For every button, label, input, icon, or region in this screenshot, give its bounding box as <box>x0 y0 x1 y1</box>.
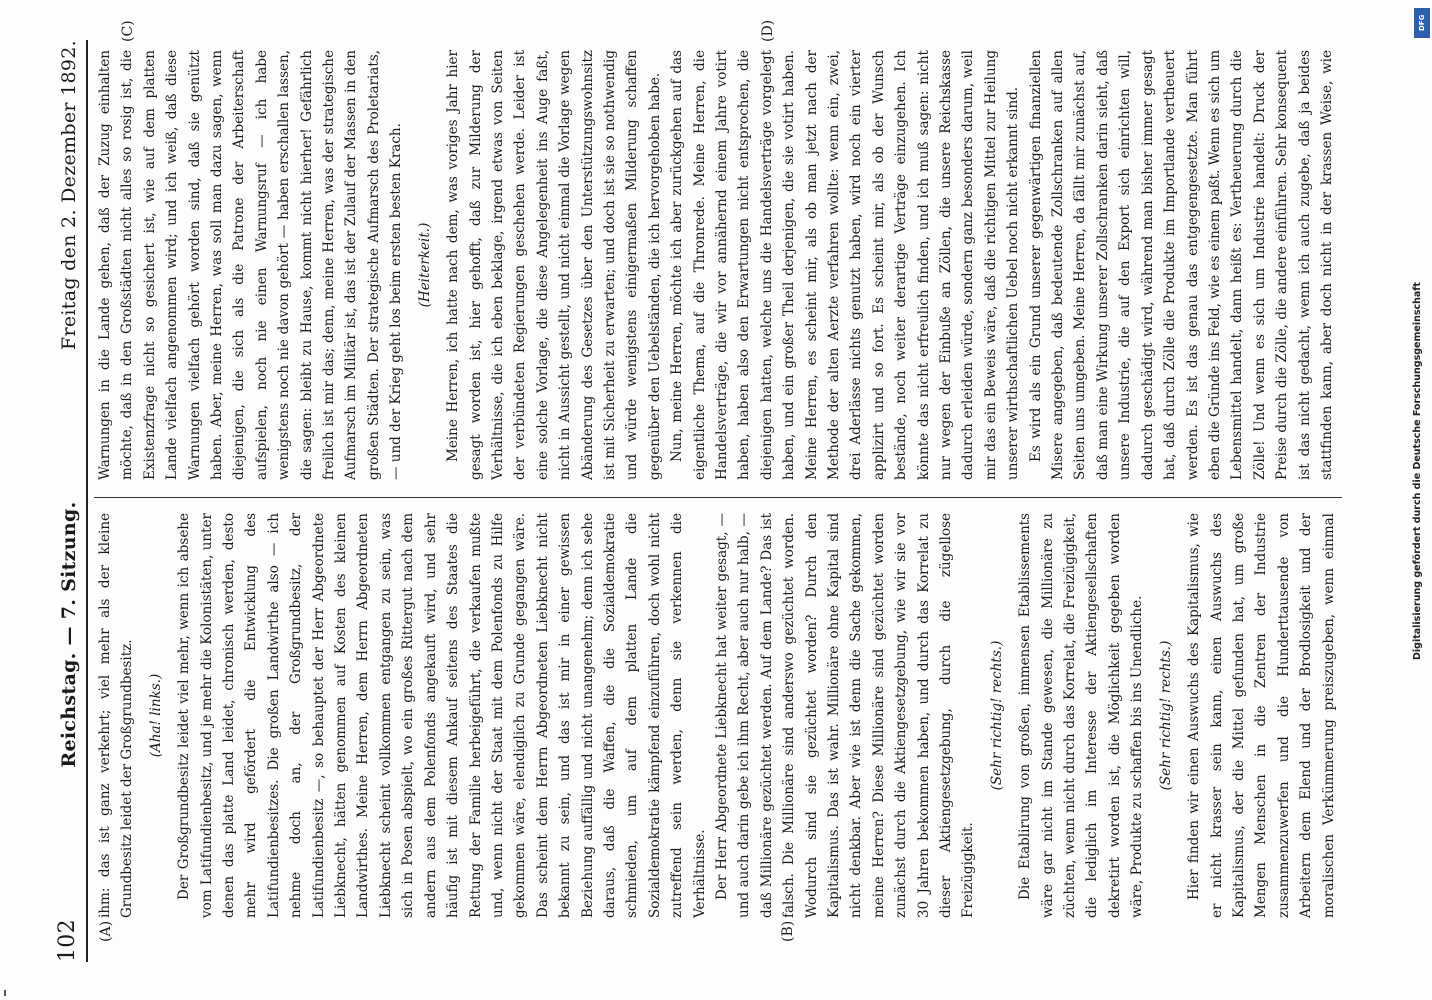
paragraph: Der Großgrundbesitz leidet viel mehr, wenn ich absehe vom Latifundienbesitz, und je mehr die Kolonistäten, unter denen das platte Land leidet, chronisch werden, desto mehr wird gefördert die Entwicklung des Latifundienbesitzes. Die großen Landwirthe also — ich nehme doch an, der Großgrundbesitz, der Latifundienbesitz —, so behauptet der Herr Abgeordnete Liebknecht, hätten genommen auf Kosten des kleinen Landwirthes. Meine Herren, dem Herrn Abgeordneten Liebknecht scheint vollkommen entgangen zu sein, was sich in Posen abspielt, wo ein großes Rittergut nach dem andern aus dem Polenfonds angekauft wird, und sehr häufig ist mit diesem Ankauf seitens des Staates die Rettung der Familie herbeigeführt, die verkaufen mußte und, wenn nicht der Staat mit dem Polenfonds zu Hilfe gekommen wäre, elendiglich zu Grunde gegangen wäre. Das scheint dem Herrn Abgeordneten Liebknecht nicht bekannt zu sein, und das ist mir in einer gewissen Beziehung auffällig und nicht unangenehm; denn ich sehe daraus, daß die Waffen, die die Sozialdemokratie schmieden, um auf dem platten Lande die Sozialdemokratie kämpfend einzuführen, doch wohl nicht zutreffend sein werden, denn sie verkennen die Verhältnisse. <box>176 513 708 918</box>
scan-artifact <box>4 990 6 996</box>
paragraph: Es wird als ein Grund unserer gegenwärtigen finanziellen Misere angegeben, daß bedeutende Zollschranken auf allen Seiten uns umgeben. Meine Herren, da fällt mir zunächst auf, daß man eine Wirkung unserer Zollschranken darin sieht, daß unsere Industrie, die auf den Export sich einrichten will, dadurch geschädigt wird, während man bisher immer gesagt hat, daß durch Zölle die Produkte im Importlande vertheuert werden. Es ist das genau das entgegengesetzte. Man führt eben die Gründe ins Feld, wie es einem paßt. Wenn es sich um Lebensmittel handelt, dann heißt es: Vertheuerung durch die Zölle! Und wenn es sich um Industrie handelt: Druck der Preise durch die Zölle, die andere einführen. Sehr konsequent ist das nicht gedacht, wenn ich auch zugebe, daß ja beides stattfinden kann, aber doch nicht in der krassen Weise, wie <box>1027 50 1335 480</box>
running-header <box>40 40 80 962</box>
margin-mark-d: (D) <box>760 19 776 42</box>
remark: (Sehr richtig! rechts.) <box>1157 640 1174 791</box>
paragraph: Warnungen in die Lande gehen, daß der Zuzug einhalten möchte, daß in den Großstädten nicht alles so rosig ist, die Existenzfrage nicht so gesichert ist, wie auf dem platten Lande vielfach angenommen wird; und ich weiß, daß diese Warnungen vielfach gehört worden sind, daß sie genützt haben. Aber, meine Herren, was soll man dazu sagen, wenn diejenigen, die sich als die Patrone der Arbeiterschaft aufspielen, noch nie einen Warnungsruf — ich habe wenigstens noch nie davon gehört — haben erschallen lassen, die sagen: bleibt zu Hause, kommt nicht hierher! Gefährlich freilich ist mir das; denn, meine Herren, was der strategische Aufmarsch im Militär ist, das ist der Zulauf der Massen in den großen Städten. Der strategische Aufmarsch des Proletariats, — und der Krieg geht los beim ersten besten Krach. <box>97 50 405 480</box>
right-column <box>94 50 1342 480</box>
margin-mark-c: (C) <box>120 20 136 42</box>
header-rule <box>86 40 88 962</box>
paragraph: Nun, meine Herren, möchte ich aber zurückgehen auf das eigentliche Thema, auf die Thronrede. Meine Herren, die Handelsverträge, die wir vor annähernd einem Jahre votirt haben, haben also den Erwartungen nicht entsprochen, die diejenigen hatten, welche uns die Handelsverträge vorgelegt haben, und ein großer Theil derjenigen, die sie votirt haben. Meine Herren, es scheint mir, als ob man jetzt nach der Methode der alten Aerzte verfahren wollte: wenn ein, zwei, drei Aderlässe nichts genutzt haben, wird noch ein vierter applizirt und so fort. Es scheint mir, als ob der Wunsch bestände, noch weiter derartige Verträge einzugehen. Ich könnte das nicht erfreulich finden, und ich muß sagen: nicht nur wegen der Einbuße an Zöllen, die unsere Reichskasse dadurch erleiden würde, sondern ganz besonders darum, weil mir das ein Beweis wäre, daß die richtigen Mittel zur Heilung unserer wirthschaftlichen Uebel noch nicht erkannt sind. <box>669 50 1022 480</box>
paragraph: Die Etablirung von großen, immensen Etablissements wäre gar nicht im Stande gewesen, die Millionäre zu züchten, wenn nicht durch das Korrelat, die Freizügigkeit, die lediglich im Interesse der Aktiengesellschaften dekretirt worden ist, die Möglichkeit gegeben worden wäre, Produkte zu schaffen bis ins Unendliche. <box>1017 513 1146 918</box>
remark: (Sehr richtig! rechts.) <box>988 640 1005 791</box>
header-title: Reichstag. — 7. Sitzung. <box>58 501 80 768</box>
left-column <box>94 513 1342 918</box>
margin-mark-a: (A) <box>98 920 114 942</box>
dfg-logo-icon: DFG <box>1414 8 1430 38</box>
paragraph: Der Herr Abgeordnete Liebknecht hat weiter gesagt, — und auch darin gebe ich ihm Recht, aber auch nur halb, — daß Millionäre gezüchtet werden. Auf dem Lande? Das ist falsch. Die Millionäre sind anderswo gezüchtet worden. Wodurch sind sie gezüchtet worden? Durch den Kapitalismus. Das ist wahr. Millionäre ohne Kapital sind nicht denkbar. Aber wie ist denn die Sache gekommen, meine Herren? Diese Millionäre sind gezüchtet worden zunächst durch die Aktiengesetzgebung, wie wir sie vor 30 Jahren bekommen haben, und durch das Korrelat zu dieser Aktiengesetzgebung, durch die zügellose Freizügigkeit. <box>713 513 977 918</box>
page-number: 102 <box>55 919 80 962</box>
remark: (Aha! links.) <box>147 673 164 758</box>
margin-mark-b: (B) <box>780 920 796 942</box>
paragraph: ihm: das ist ganz verkehrt; viel mehr als der kleine Grundbesitz leidet der Großgrundbesitz. <box>97 513 136 918</box>
paragraph: Meine Herren, ich hatte nach dem, was voriges Jahr hier gesagt worden ist, hier gehofft, daß zur Milderung der Verhältnisse, die ich eben beklage, irgend etwas von Seiten der verbündeten Regierungen geschehen werde. Leider ist eine solche Vorlage, die diese Angelegenheit ins Auge faßt, nicht in Aussicht gestellt, und nicht einmal die Vorlage wegen Abänderung des Gesetzes über den Unterstützungswohnsitz ist mit Sicherheit zu erwarten; und doch ist sie so nothwendig und würde wenigstens einigermaßen Milderung schaffen gegenüber den Uebelständen, die ich hervorgehoben habe. <box>445 50 663 480</box>
paragraph: Hier finden wir einen Auswuchs des Kapitalismus, wie er nicht krasser sein kann, einen Auswuchs des Kapitalismus, der die Mittel gefunden hat, um große Mengen Menschen in die Zentren der Industrie zusammenzuwerfen und die Hunderttausende von Arbeitern dem Elend und der Brodlosigkeit und der moralischen Verkümmerung preiszugeben, wenn einmal <box>1186 513 1337 918</box>
header-date: Freitag den 2. Dezember 1892. <box>58 40 80 350</box>
digitization-credit: Digitalisierung gefördert durch die Deutsche Forschungsgemeinschaft <box>1412 282 1423 660</box>
column-divider <box>94 497 1342 498</box>
remark: (Heiterkeit.) <box>416 222 433 308</box>
